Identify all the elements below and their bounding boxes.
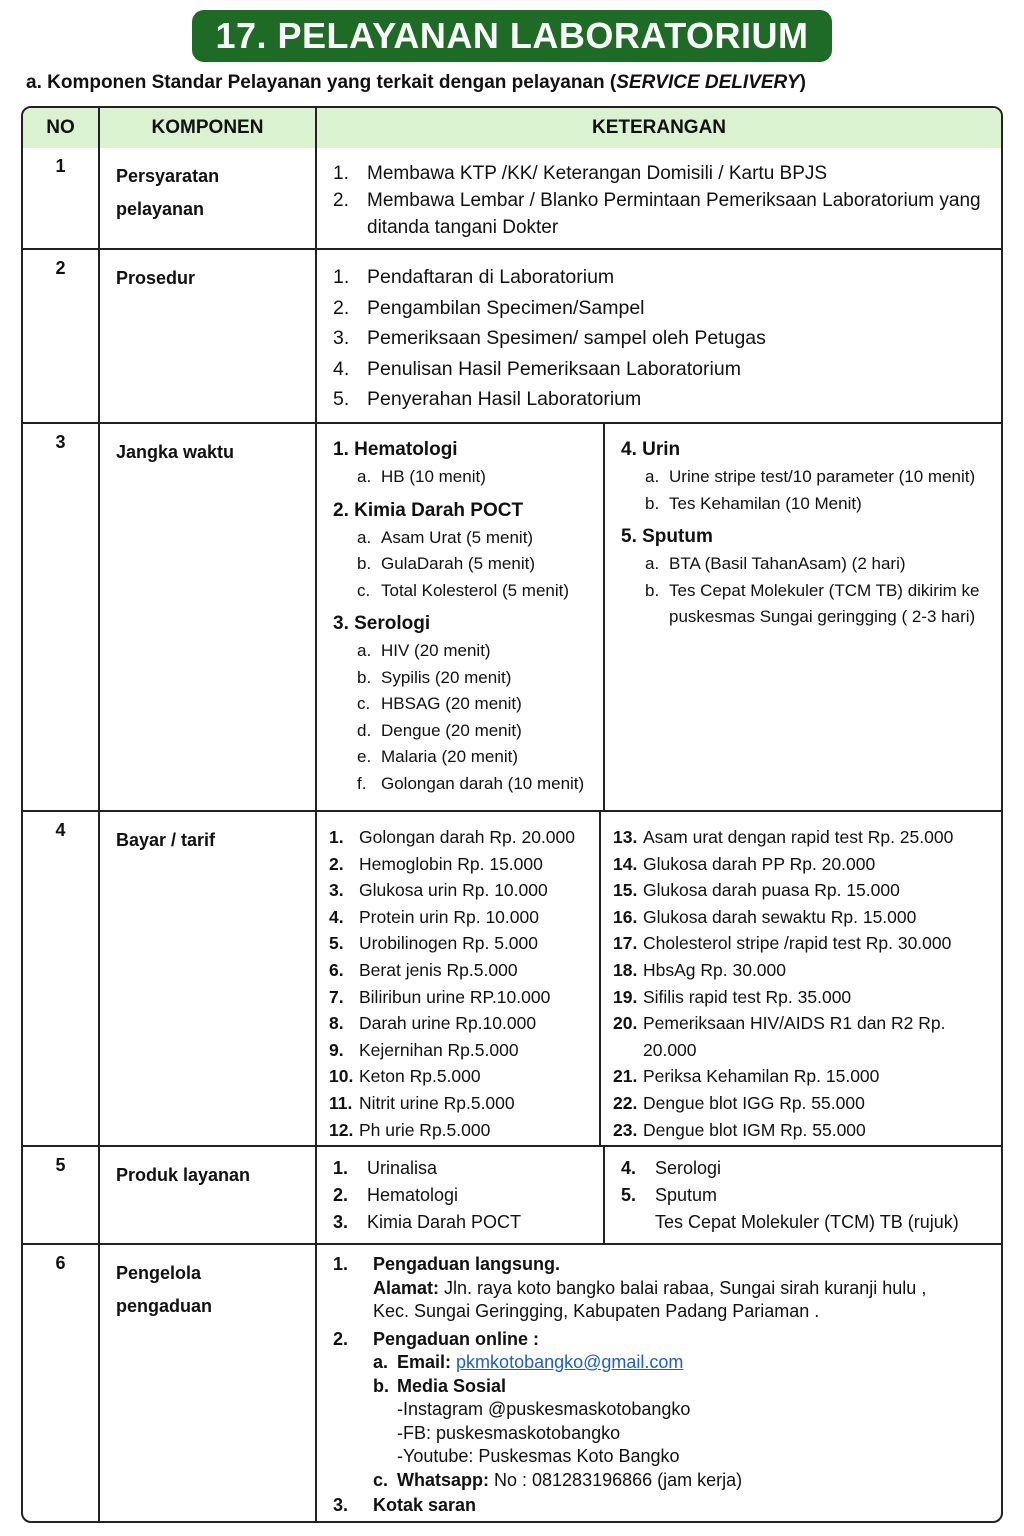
row-komponen (100, 424, 317, 812)
tarif-left-column (317, 812, 599, 1145)
product-split (317, 1147, 1001, 1243)
list-item: 1. Pendaftaran di Laboratorium (333, 266, 615, 288)
list-item: a. BTA (Basil TahanAsam) (2 hari) (645, 554, 906, 573)
row-keterangan (317, 424, 1001, 812)
group-title: 5. Sputum (621, 526, 713, 547)
social-youtube: -Youtube: Puskesmas Koto Bangko (397, 1446, 680, 1466)
group-title: 4. Urin (621, 439, 681, 460)
list-item: 2. Hemoglobin Rp. 15.000 (329, 853, 543, 874)
list-item: 1. Urinalisa (333, 1158, 438, 1178)
group-title: 3. Serologi (333, 613, 431, 634)
table-row (23, 1147, 1001, 1245)
row-number: 3 (23, 424, 100, 812)
list-item: 16. Glukosa darah sewaktu Rp. 15.000 (613, 906, 917, 927)
row-komponen (100, 1147, 317, 1245)
list-item: 4. Serologi (621, 1158, 722, 1178)
product-left-column (317, 1147, 603, 1243)
list-item: 1. Golongan darah Rp. 20.000 (329, 827, 575, 847)
list-item: d. Dengue (20 menit) (357, 720, 522, 740)
email-link[interactable]: pkmkotobangko@gmail.com (456, 1352, 684, 1372)
subtitle-italic: SERVICE DELIVERY (616, 72, 800, 93)
list-item: 21. Periksa Kehamilan Rp. 15.000 (613, 1066, 880, 1087)
sub-list (333, 464, 595, 491)
row-number: 4 (23, 812, 100, 1147)
list-item: 1. Membawa KTP /KK/ Keterangan Domisili / Kartu BPJS (333, 163, 828, 184)
table-row (23, 148, 1001, 250)
complaint-address: Alamat: Jln. raya koto bangko balai rabaa, Sungai sirah kuranji hulu , (373, 1277, 927, 1298)
header-keterangan: KETERANGAN (317, 108, 1001, 148)
list-item: 3. Pemeriksaan Spesimen/ sampel oleh Petugas (333, 327, 766, 349)
sub-list (333, 525, 595, 605)
table-row (23, 812, 1001, 1147)
komponen-line: Bayar / tarif (116, 830, 216, 850)
list-item: 3. Glukosa urin Rp. 10.000 (329, 880, 548, 901)
table-row (23, 1245, 1001, 1521)
list-item: a. HB (10 menit) (357, 467, 486, 486)
komponen-line: Persyaratan (116, 166, 220, 186)
sub-list (621, 464, 993, 517)
list-item: 20. Pemeriksaan HIV/AIDS R1 dan R2 Rp. 20.000 (613, 1013, 946, 1060)
list-item: 17. Cholesterol stripe /rapid test Rp. 30.000 (613, 933, 952, 954)
list-item: Tes Cepat Molekuler (TCM) TB (rujuk) (655, 1212, 959, 1232)
row-keterangan (317, 250, 1001, 424)
list-item: b. Tes Cepat Molekuler (TCM TB) dikirim ke puskesmas Sungai geringging ( 2-3 hari) (645, 580, 980, 626)
procedure-list (333, 262, 987, 415)
complaint-whatsapp: c. Whatsapp: No : 081283196866 (jam kerja) (373, 1469, 743, 1490)
row-komponen (100, 250, 317, 424)
row-keterangan (317, 812, 1001, 1147)
list-item: b. Tes Kehamilan (10 Menit) (645, 493, 862, 513)
komponen-line: pengaduan (116, 1296, 213, 1316)
tarif-split (317, 812, 1001, 1145)
complaint-box: 3. Kotak saran (333, 1495, 477, 1515)
list-item: b. GulaDarah (5 menit) (357, 554, 536, 573)
komponen-line: Jangka waktu (116, 442, 235, 462)
section-subtitle (26, 72, 806, 94)
list-item: b. Sypilis (20 menit) (357, 667, 512, 687)
complaint-social-media: b. Media Sosial (373, 1375, 507, 1396)
product-right-column (603, 1147, 1001, 1243)
list-item: 2. Pengambilan Specimen/Sampel (333, 296, 645, 319)
list-item: 8. Darah urine Rp.10.000 (329, 1013, 537, 1034)
list-item: a. Urine stripe test/10 parameter (10 menit) (645, 467, 976, 486)
list-item: a. HIV (20 menit) (357, 641, 491, 660)
social-facebook: -FB: puskesmaskotobangko (397, 1422, 621, 1443)
tarif-right-column (599, 812, 1001, 1145)
row-keterangan (317, 1147, 1001, 1245)
list-item: f. Golongan darah (10 menit) (357, 773, 585, 793)
list-item: 5. Urobilinogen Rp. 5.000 (329, 933, 539, 954)
header-komponen: KOMPONEN (100, 108, 317, 148)
duration-right-column (603, 424, 1001, 810)
requirement-list (333, 160, 987, 241)
product-list (333, 1155, 595, 1236)
row-number: 2 (23, 250, 100, 424)
list-item: 3. Kimia Darah POCT (333, 1212, 522, 1232)
row-keterangan (317, 148, 1001, 250)
list-item: 11. Nitrit urine Rp.5.000 (329, 1092, 515, 1113)
list-item: 4. Protein urin Rp. 10.000 (329, 906, 539, 927)
duration-left-column (317, 424, 603, 810)
list-item: 19. Sifilis rapid test Rp. 35.000 (613, 986, 852, 1007)
service-table (21, 106, 1003, 1523)
list-item: a. Asam Urat (5 menit) (357, 527, 534, 547)
page-title: 17. PELAYANAN LABORATORIUM (192, 10, 832, 62)
list-item: 5. Penyerahan Hasil Laboratorium (333, 388, 642, 410)
list-item: 2. Membawa Lembar / Blanko Permintaan Pemeriksaan Laboratorium yang ditanda tangani Dokter (333, 190, 981, 238)
table-row (23, 250, 1001, 424)
subtitle-suffix: ) (799, 72, 806, 93)
list-item: 9. Kejernihan Rp.5.000 (329, 1039, 519, 1060)
list-item: 7. Biliribun urine RP.10.000 (329, 986, 551, 1007)
complaint-email: a. Email: pkmkotobangko@gmail.com (373, 1352, 684, 1372)
social-instagram: -Instagram @puskesmaskotobangko (397, 1399, 691, 1419)
tarif-list (613, 824, 993, 1143)
list-item: e. Malaria (20 menit) (357, 747, 518, 766)
row-komponen (100, 1245, 317, 1521)
subtitle-prefix: a. Komponen Standar Pelayanan yang terkait dengan pelayanan ( (26, 72, 617, 93)
list-item: 12. Ph urie Rp.5.000 (329, 1119, 491, 1140)
row-komponen (100, 148, 317, 250)
product-list (621, 1155, 993, 1236)
group-title: 1. Hematologi (333, 439, 458, 460)
list-item: 15. Glukosa darah puasa Rp. 15.000 (613, 880, 900, 901)
table-row (23, 424, 1001, 812)
list-item: 10. Keton Rp.5.000 (329, 1066, 481, 1087)
table-header-row (23, 108, 1001, 148)
complaint-address-line2: Kec. Sungai Geringging, Kabupaten Padang Pariaman . (373, 1301, 820, 1321)
list-item: c. HBSAG (20 menit) (357, 694, 522, 713)
header-no: NO (23, 108, 100, 148)
list-item: 5. Sputum (621, 1185, 718, 1205)
sub-list (333, 638, 595, 797)
komponen-line: Prosedur (116, 268, 196, 288)
list-item: 22. Dengue blot IGG Rp. 55.000 (613, 1092, 865, 1113)
row-number: 5 (23, 1147, 100, 1245)
list-item: 6. Berat jenis Rp.5.000 (329, 959, 518, 980)
list-item: 23. Dengue blot IGM Rp. 55.000 (613, 1119, 866, 1140)
komponen-line: Pengelola (116, 1263, 202, 1283)
group-title: 2. Kimia Darah POCT (333, 499, 524, 521)
list-item: c. Total Kolesterol (5 menit) (357, 580, 570, 600)
list-item: 13. Asam urat dengan rapid test Rp. 25.000 (613, 827, 954, 847)
duration-split (317, 424, 1001, 810)
row-number: 6 (23, 1245, 100, 1521)
list-item: 14. Glukosa darah PP Rp. 20.000 (613, 853, 876, 874)
list-item: 18. HbsAg Rp. 30.000 (613, 959, 787, 980)
tarif-list (329, 824, 591, 1143)
sub-list (621, 551, 993, 631)
row-komponen (100, 812, 317, 1147)
row-keterangan (317, 1245, 1001, 1521)
complaint-direct: 1. Pengaduan langsung. (333, 1254, 561, 1274)
komponen-line: Produk layanan (116, 1165, 251, 1185)
complaint-online: 2. Pengaduan online : (333, 1328, 540, 1349)
list-item: 2. Hematologi (333, 1185, 459, 1205)
row-number: 1 (23, 148, 100, 250)
list-item: 4. Penulisan Hasil Pemeriksaan Laboratorium (333, 357, 741, 380)
komponen-line: pelayanan (116, 199, 205, 219)
